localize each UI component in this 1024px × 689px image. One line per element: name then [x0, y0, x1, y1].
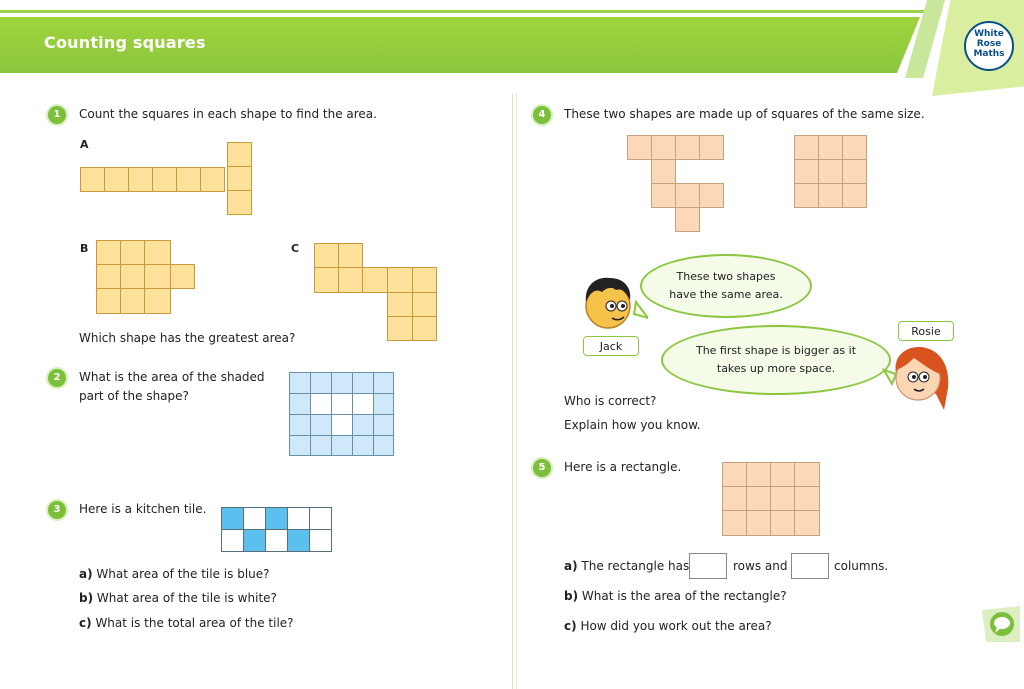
- page-title: Counting squares: [44, 33, 206, 52]
- question-3c-text: What is the total area of the tile?: [95, 616, 294, 630]
- jack-character-icon: [578, 272, 648, 332]
- rosie-speech-line-1: The first shape is bigger as it: [695, 344, 857, 357]
- question-3b-text: What area of the tile is white?: [96, 591, 277, 605]
- question-4-badge: 4: [533, 106, 551, 124]
- question-4-ask-2: Explain how you know.: [564, 418, 701, 432]
- rows-answer-box[interactable]: [689, 553, 727, 579]
- column-divider: [512, 94, 513, 689]
- question-2-prompt-line-2: part of the shape?: [79, 389, 189, 403]
- rosie-name-label: Rosie: [898, 321, 954, 341]
- jack-speech-line-1: These two shapes: [676, 270, 776, 283]
- logo-line-2: Rose: [976, 39, 1002, 49]
- jack-speech-line-2: have the same area.: [669, 288, 783, 301]
- column-divider-shadow: [516, 94, 517, 689]
- question-3-prompt: Here is a kitchen tile.: [79, 502, 207, 516]
- question-5a: [564, 559, 689, 573]
- question-4-ask-1: Who is correct?: [564, 394, 657, 408]
- header-top-line: [0, 10, 940, 13]
- question-5-badge: 5: [533, 459, 551, 477]
- question-3a-label: a): [79, 567, 93, 581]
- shape-b-label: B: [80, 242, 89, 255]
- shape-a-label: A: [80, 138, 89, 151]
- question-1-prompt: Count the squares in each shape to find the area.: [79, 107, 377, 121]
- question-3b: [79, 591, 277, 605]
- question-3c-label: c): [79, 616, 92, 630]
- rosie-character-icon: [882, 340, 954, 412]
- question-3-badge: 3: [48, 501, 66, 519]
- shape-c-label: C: [291, 242, 300, 255]
- question-2-prompt-line-1: What is the area of the shaded: [79, 370, 265, 384]
- logo-line-3: Maths: [973, 49, 1005, 59]
- question-3b-label: b): [79, 591, 94, 605]
- question-5c: [564, 619, 772, 633]
- question-5a-text-2: rows and: [733, 559, 788, 573]
- jack-name-label: Jack: [583, 336, 639, 356]
- question-5-prompt: Here is a rectangle.: [564, 460, 682, 474]
- question-5a-text-3: columns.: [834, 559, 889, 573]
- question-1-badge: 1: [48, 106, 66, 124]
- jack-speech-bubble: [640, 254, 812, 318]
- discussion-icon[interactable]: [982, 606, 1020, 642]
- question-3a: [79, 567, 270, 581]
- question-5b: [564, 589, 787, 603]
- question-5b-label: b): [564, 589, 579, 603]
- question-4-prompt: These two shapes are made up of squares of the same size.: [564, 107, 925, 121]
- rosie-speech-line-2: takes up more space.: [716, 362, 836, 375]
- question-5b-text: What is the area of the rectangle?: [581, 589, 787, 603]
- rosie-speech-bubble: [661, 325, 891, 395]
- question-2-badge: 2: [48, 369, 66, 387]
- question-3a-text: What area of the tile is blue?: [96, 567, 270, 581]
- question-5c-text: How did you work out the area?: [580, 619, 772, 633]
- question-5c-label: c): [564, 619, 577, 633]
- white-rose-maths-logo: [964, 21, 1014, 71]
- question-3c: [79, 616, 294, 630]
- columns-answer-box[interactable]: [791, 553, 829, 579]
- question-5a-label: a): [564, 559, 578, 573]
- question-1-ask: Which shape has the greatest area?: [79, 331, 296, 345]
- question-5a-text-1: The rectangle has: [581, 559, 690, 573]
- logo-line-1: White: [974, 29, 1004, 39]
